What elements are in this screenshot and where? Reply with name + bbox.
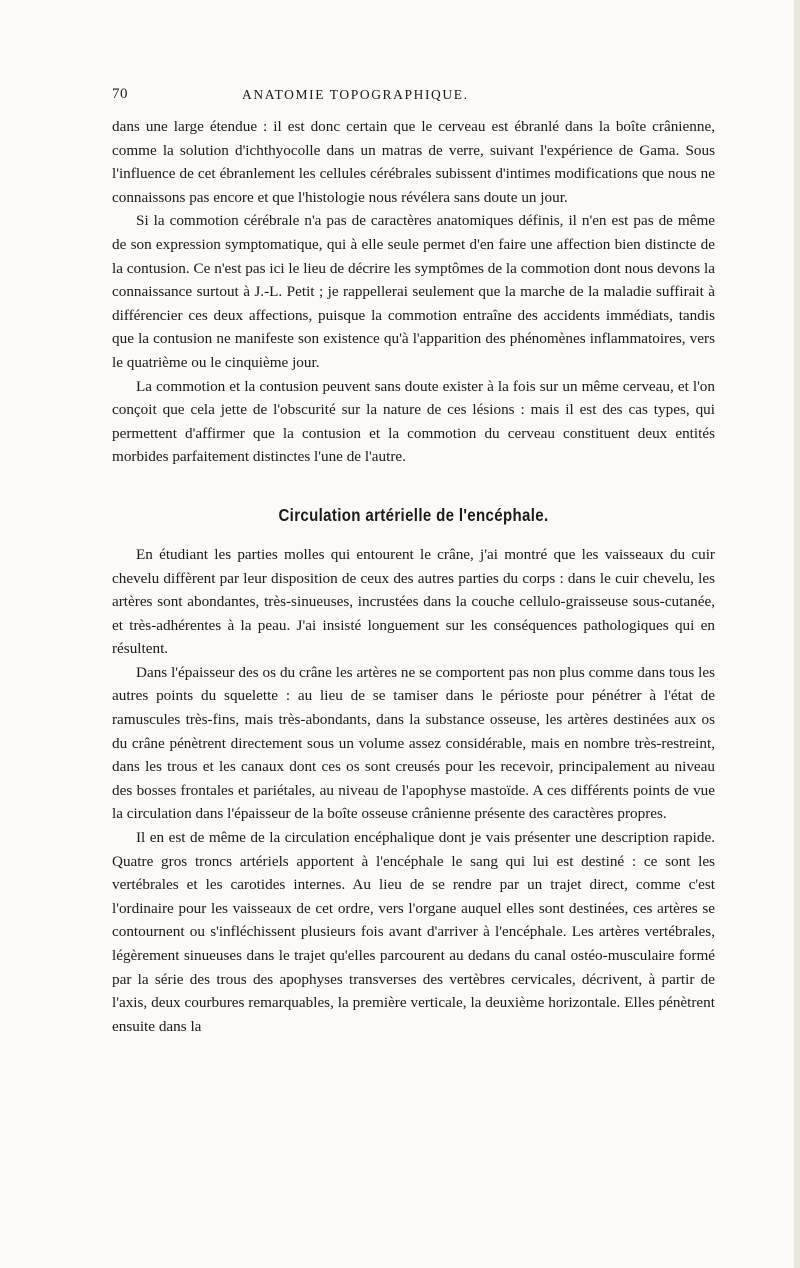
page-edge [794,0,800,1268]
paragraph: En étudiant les parties molles qui entourent le crâne, j'ai montré que les vaisseaux du cuir chevelu diffèrent par leur disposition de ceux des autres parties du corps : dans le cuir chevelu, les artères sont abondantes, très-sinueuses, incrustées dans la couche cellulo-graisseuse sous-cutanée, et très-adhérentes à la peau. J'ai insisté longuement sur les conséquences pathologiques qui en résultent. [112,545,715,658]
paragraph: Si la commotion cérébrale n'a pas de caractères anatomiques définis, il n'en est pas de même de son expression symptomatique, qui à elle seule permet d'en faire une affection bien distincte de la contusion. Ce n'est pas ici le lieu de décrire les symptômes de la commotion dont nous devons la connaissance surtout à J.-L. Petit ; je rappellerai seulement que la marche de la maladie suffirait à différencier ces deux affections, puisque la commotion entraîne des accidents immédiats, tandis que la contusion ne manifeste son existence qu'à l'apparition des phénomènes inflammatoires, vers le quatrième ou le cinquième jour. [112,212,715,371]
paragraph: La commotion et la contusion peuvent sans doute exister à la fois sur un même cerveau, et l'on conçoit que cela jette de l'obscurité sur la nature de ces lésions : mais il est des cas types, qui permettent d'affirmer que la contusion et la commotion du cerveau constituent deux entités morbides parfaitement distinctes l'une de l'autre. [112,377,715,466]
paragraph: Dans l'épaisseur des os du crâne les artères ne se comportent pas non plus comme dans tous les autres points du squelette : au lieu de se tamiser dans le périoste pour pénétrer à l'état de ramuscules très-fins, mais très-abondants, dans la substance osseuse, les artères destinées aux os du crâne pénètrent directement sous un volume assez considérable, mais en nombre très-restreint, dans les trous et les canaux dont ces os sont creusés pour les recevoir, principalement au niveau des bosses frontales et pariétales, au niveau de l'apophyse mastoïde. A ces différents points de vue la circulation dans l'épaisseur de la boîte osseuse crânienne présente des caractères propres. [112,663,715,823]
page-number: 70 [112,86,128,102]
paragraph: Il en est de même de la circulation encéphalique dont je vais présenter une description rapide. Quatre gros troncs artériels apportent à l'encéphale le sang qui lui est destiné : ce sont les vertébrales et les carotides internes. Au lieu de se rendre par un trajet direct, comme c'est l'ordinaire pour les vaisseaux de cet ordre, vers l'organe auquel elles sont destinées, ces artères se contournent ou s'infléchissent plusieurs fois avant d'arriver à l'encéphale. Les artères vertébrales, légèrement sinueuses dans le trajet qu'elles parcourent au dedans du canal ostéo-musculaire formé par la série des trous des apophyses transverses des vertèbres cervicales, décrivent, à partir de l'axis, deux courbures remarquables, la première verticale, la deuxième horizontale. Elles pénètrent ensuite dans la [112,829,715,1035]
page-header [112,86,714,108]
section-heading: Circulation artérielle de l'encéphale. [278,504,549,525]
body-text [112,115,715,1038]
paragraph: dans une large étendue : il est donc certain que le cerveau est ébranlé dans la boîte crânienne, comme la solution d'ichthyocolle dans un matras de verre, suivant l'expérience de Gama. Sous l'influence de cet ébranlement les cellules cérébrales subissent d'intimes modifications que nous ne connaissons pas encore et que l'histologie nous révélera sans doute un jour. [112,118,715,206]
running-title: ANATOMIE TOPOGRAPHIQUE. [242,87,469,102]
